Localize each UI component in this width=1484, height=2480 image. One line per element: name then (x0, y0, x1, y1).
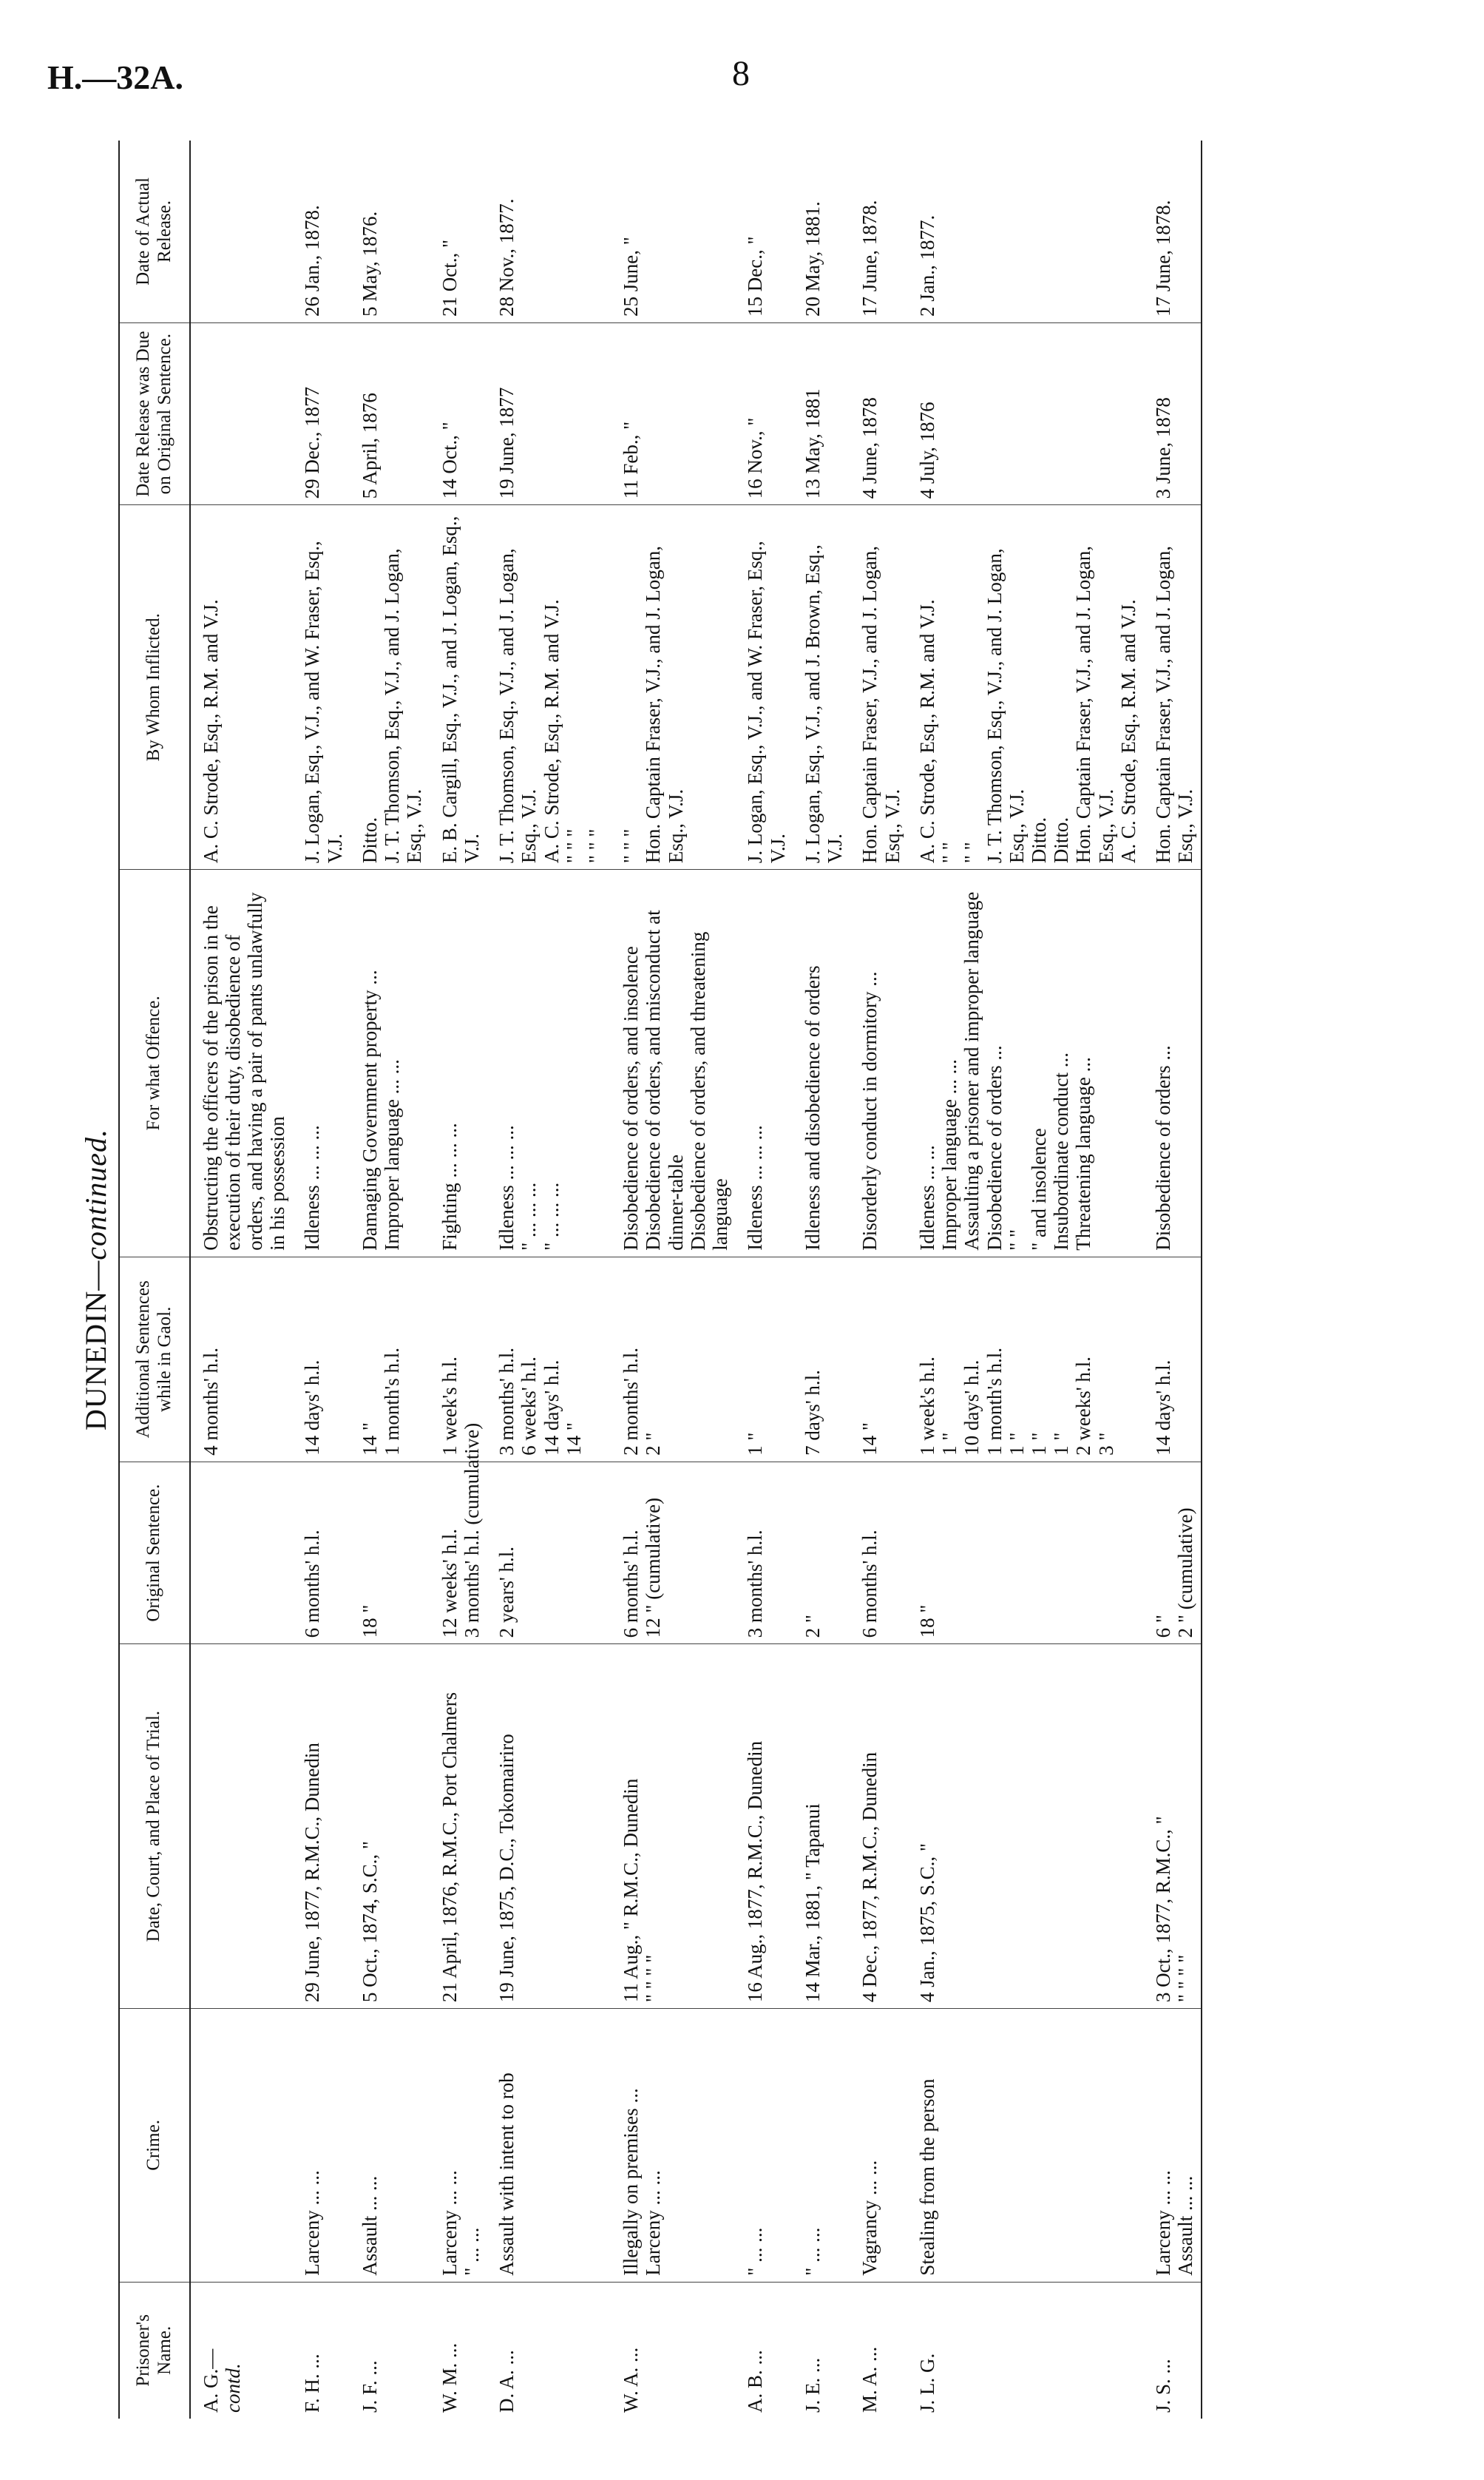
cell-release-due: 5 April, 1876 (350, 322, 430, 504)
cell-release-due: 4 June, 1878 (850, 322, 907, 504)
cell-offence: Damaging Government property ... Improper language ... ... (350, 870, 430, 1257)
col-header-release-due: Date Release was Due on Original Sentence. (119, 322, 190, 504)
cell-release-due: 14 Oct., " (430, 322, 487, 504)
table-header-row (119, 141, 190, 2419)
cell-inflicted-by: Hon. Captain Fraser, V.J., and J. Logan, Esq., V.J. (850, 505, 907, 870)
table-body (190, 141, 1202, 2419)
table-row (190, 141, 293, 2419)
cell-original-sentence: 18 " (350, 1462, 430, 1643)
cell-additional-sentences: 14 " 1 month's h.l. (350, 1257, 430, 1462)
cell-inflicted-by: E. B. Cargill, Esq., V.J., and J. Logan, Esq., V.J. (430, 505, 487, 870)
col-header-original-sentence: Original Sentence. (119, 1462, 190, 1643)
cell-trial: 5 Oct., 1874, S.C., " (350, 1644, 430, 2009)
cell-release-due: 13 May, 1881 (793, 322, 850, 504)
table-row (350, 141, 430, 2419)
cell-original-sentence: 18 " (907, 1462, 1143, 1643)
cell-actual-release: 25 June, " (611, 141, 735, 322)
cell-prisoner-name: F. H. ... (301, 2354, 324, 2413)
cell-crime: Illegally on premises ... Larceny ... ... (611, 2009, 735, 2283)
cell-original-sentence (190, 1462, 293, 1643)
name-continued: contd. (221, 2363, 244, 2413)
cell-actual-release: 15 Dec., " (735, 141, 792, 322)
cell-additional-sentences: 1 week's h.l. 1 " 10 days' h.l. 1 month's h.l. 1 " 1 " 1 " 2 weeks' h.l. 3 " (907, 1257, 1143, 1462)
table-row (735, 141, 792, 2419)
cell-prisoner-name: J. L. G. (915, 2353, 938, 2413)
cell-crime: Larceny ... ... " ... ... (430, 2009, 487, 2283)
cell-original-sentence: 6 months' h.l. (292, 1462, 349, 1643)
cell-offence: Fighting ... ... ... (430, 870, 487, 1257)
col-header-crime: Crime. (119, 2009, 190, 2283)
prisoners-table (118, 141, 1202, 2419)
cell-offence: Idleness ... ... ... " ... ... ... " ... ... ... (487, 870, 611, 1257)
cell-original-sentence: 2 years' h.l. (487, 1462, 611, 1643)
cell-actual-release: 17 June, 1878. (850, 141, 907, 322)
cell-offence: Obstructing the officers of the prison in the execution of their duty, disobedience of orders, and having a pair of pants unlawfully in his possession (190, 870, 293, 1257)
cell-offence: Idleness ... ... ... (735, 870, 792, 1257)
cell-release-due: 3 June, 1878 (1143, 322, 1201, 504)
cell-additional-sentences: 14 " (850, 1257, 907, 1462)
cell-original-sentence: 6 " 2 " (cumulative) (1143, 1462, 1201, 1643)
cell-prisoner-name: D. A. ... (495, 2350, 518, 2413)
cell-trial: 29 June, 1877, R.M.C., Dunedin (292, 1644, 349, 2009)
cell-additional-sentences: 4 months' h.l. (190, 1257, 293, 1462)
cell-trial: 14 Mar., 1881, " Tapanui (793, 1644, 850, 2009)
page-number: 8 (732, 54, 750, 93)
table-row (292, 141, 349, 2419)
table-row (1143, 141, 1201, 2419)
table-row (430, 141, 487, 2419)
cell-offence: Idleness and disobedience of orders (793, 870, 850, 1257)
cell-trial: 4 Dec., 1877, R.M.C., Dunedin (850, 1644, 907, 2009)
cell-prisoner-name: W. M. ... (438, 2342, 461, 2413)
table-row (850, 141, 907, 2419)
cell-inflicted-by: " " " Hon. Captain Fraser, V.J., and J. Logan, Esq., V.J. (611, 505, 735, 870)
cell-actual-release: 2 Jan., 1877. (907, 141, 1143, 322)
cell-release-due: 11 Feb., " (611, 322, 735, 504)
cell-trial: 16 Aug., 1877, R.M.C., Dunedin (735, 1644, 792, 2009)
cell-offence: Disobedience of orders, and insolence Disobedience of orders, and misconduct at dinner-table Disobedience of orders, and threatening language (611, 870, 735, 1257)
cell-actual-release: 5 May, 1876. (350, 141, 430, 322)
cell-crime: Stealing from the person (907, 2009, 1143, 2283)
col-header-additional-sentences: Additional Sentences while in Gaol. (119, 1257, 190, 1462)
cell-inflicted-by: Hon. Captain Fraser, V.J., and J. Logan, Esq., V.J. (1143, 505, 1201, 870)
cell-inflicted-by: J. Logan, Esq., V.J., and J. Brown, Esq., V.J. (793, 505, 850, 870)
cell-crime: Assault with intent to rob (487, 2009, 611, 2283)
cell-prisoner-name: J. F. ... (358, 2360, 381, 2413)
table-row (487, 141, 611, 2419)
cell-release-due (190, 322, 293, 504)
cell-crime: " ... ... (735, 2009, 792, 2283)
col-header-trial: Date, Court, and Place of Trial. (119, 1644, 190, 2009)
report-code: H.—32A. (47, 58, 183, 96)
cell-release-due: 29 Dec., 1877 (292, 322, 349, 504)
cell-inflicted-by: J. T. Thomson, Esq., V.J., and J. Logan, Esq., V.J. A. C. Strode, Esq., R.M. and V.J. " " " " " " (487, 505, 611, 870)
cell-additional-sentences: 2 months' h.l. 2 " (611, 1257, 735, 1462)
col-header-prisoner-name: Prisoner's Name. (119, 2282, 190, 2419)
col-header-inflicted-by: By Whom Inflicted. (119, 505, 190, 870)
cell-trial: 4 Jan., 1875, S.C., " (907, 1644, 1143, 2009)
cell-inflicted-by: J. Logan, Esq., V.J., and W. Fraser, Esq., V.J. (292, 505, 349, 870)
title-main: DUNEDIN— (79, 1260, 112, 1430)
cell-release-due: 19 June, 1877 (487, 322, 611, 504)
cell-trial: 11 Aug., " R.M.C., Dunedin " " " " (611, 1644, 735, 2009)
cell-offence: Idleness ... ... ... (292, 870, 349, 1257)
cell-original-sentence: 6 months' h.l. 12 " (cumulative) (611, 1462, 735, 1643)
cell-crime: Vagrancy ... ... (850, 2009, 907, 2283)
cell-inflicted-by: J. Logan, Esq., V.J., and W. Fraser, Esq., V.J. (735, 505, 792, 870)
cell-actual-release: 20 May, 1881. (793, 141, 850, 322)
cell-trial: 21 April, 1876, R.M.C., Port Chalmers (430, 1644, 487, 2009)
cell-offence: Disorderly conduct in dormitory ... (850, 870, 907, 1257)
cell-original-sentence: 3 months' h.l. (735, 1462, 792, 1643)
cell-inflicted-by: Ditto. J. T. Thomson, Esq., V.J., and J. Logan, Esq., V.J. (350, 505, 430, 870)
cell-trial: 3 Oct., 1877, R.M.C., " " " " " (1143, 1644, 1201, 2009)
table-row (611, 141, 735, 2419)
cell-actual-release (190, 141, 293, 322)
cell-original-sentence: 2 " (793, 1462, 850, 1643)
cell-original-sentence: 12 weeks' h.l. 3 months' h.l. (cumulative) (430, 1462, 487, 1643)
cell-prisoner-name: W. A. ... (620, 2347, 643, 2413)
cell-trial (190, 1644, 293, 2009)
table-row (793, 141, 850, 2419)
cell-crime: Larceny ... ... (292, 2009, 349, 2283)
cell-prisoner-name: J. S. ... (1143, 2282, 1201, 2419)
cell-actual-release: 17 June, 1878. (1143, 141, 1201, 322)
cell-crime: " ... ... (793, 2009, 850, 2283)
cell-inflicted-by: A. C. Strode, Esq., R.M. and V.J. (190, 505, 293, 870)
cell-original-sentence: 6 months' h.l. (850, 1462, 907, 1643)
cell-release-due: 16 Nov., " (735, 322, 792, 504)
cell-additional-sentences: 7 days' h.l. (793, 1257, 850, 1462)
cell-crime: Assault ... ... (350, 2009, 430, 2283)
title-continued: continued. (79, 1129, 112, 1260)
cell-offence: Disobedience of orders ... (1143, 870, 1201, 1257)
cell-additional-sentences: 3 months' h.l. 6 weeks' h.l. 14 days' h.l. 14 " (487, 1257, 611, 1462)
col-header-offence: For what Offence. (119, 870, 190, 1257)
cell-crime: Larceny ... ... Assault ... ... (1143, 2009, 1201, 2283)
cell-prisoner-name: A. B. ... (744, 2350, 767, 2413)
cell-prisoner-name: J. E. ... (801, 2357, 824, 2413)
cell-actual-release: 26 Jan., 1878. (292, 141, 349, 322)
cell-actual-release: 28 Nov., 1877. (487, 141, 611, 322)
cell-prisoner-name: M. A. ... (858, 2346, 881, 2413)
cell-additional-sentences: 1 week's h.l. (430, 1257, 487, 1462)
table-title (74, 141, 118, 2419)
col-header-actual-release: Date of Actual Release. (119, 141, 190, 322)
cell-prisoner-name: A. G.— contd. (190, 2282, 293, 2419)
table-row (907, 141, 1143, 2419)
cell-additional-sentences: 14 days' h.l. (1143, 1257, 1201, 1462)
cell-release-due: 4 July, 1876 (907, 322, 1143, 504)
rotated-table-sheet (74, 141, 1316, 2419)
cell-additional-sentences: 1 " (735, 1257, 792, 1462)
cell-actual-release: 21 Oct., " (430, 141, 487, 322)
cell-offence: Idleness ... ... Improper language ... ... Assaulting a prisoner and improper language Disobedience of orders ... " " " and insolence Insubordinate conduct ... Threatening language ... (907, 870, 1143, 1257)
cell-inflicted-by: A. C. Strode, Esq., R.M. and V.J. " " " " J. T. Thomson, Esq., V.J., and J. Logan, Esq., V.J. Ditto. Ditto. Hon. Captain Fraser, V.J., and J. Logan, Esq., V.J. A. C. Strode, Esq., R.M. and V.J. (907, 505, 1143, 870)
cell-additional-sentences: 14 days' h.l. (292, 1257, 349, 1462)
cell-trial: 19 June, 1875, D.C., Tokomairiro (487, 1644, 611, 2009)
cell-crime (190, 2009, 293, 2283)
